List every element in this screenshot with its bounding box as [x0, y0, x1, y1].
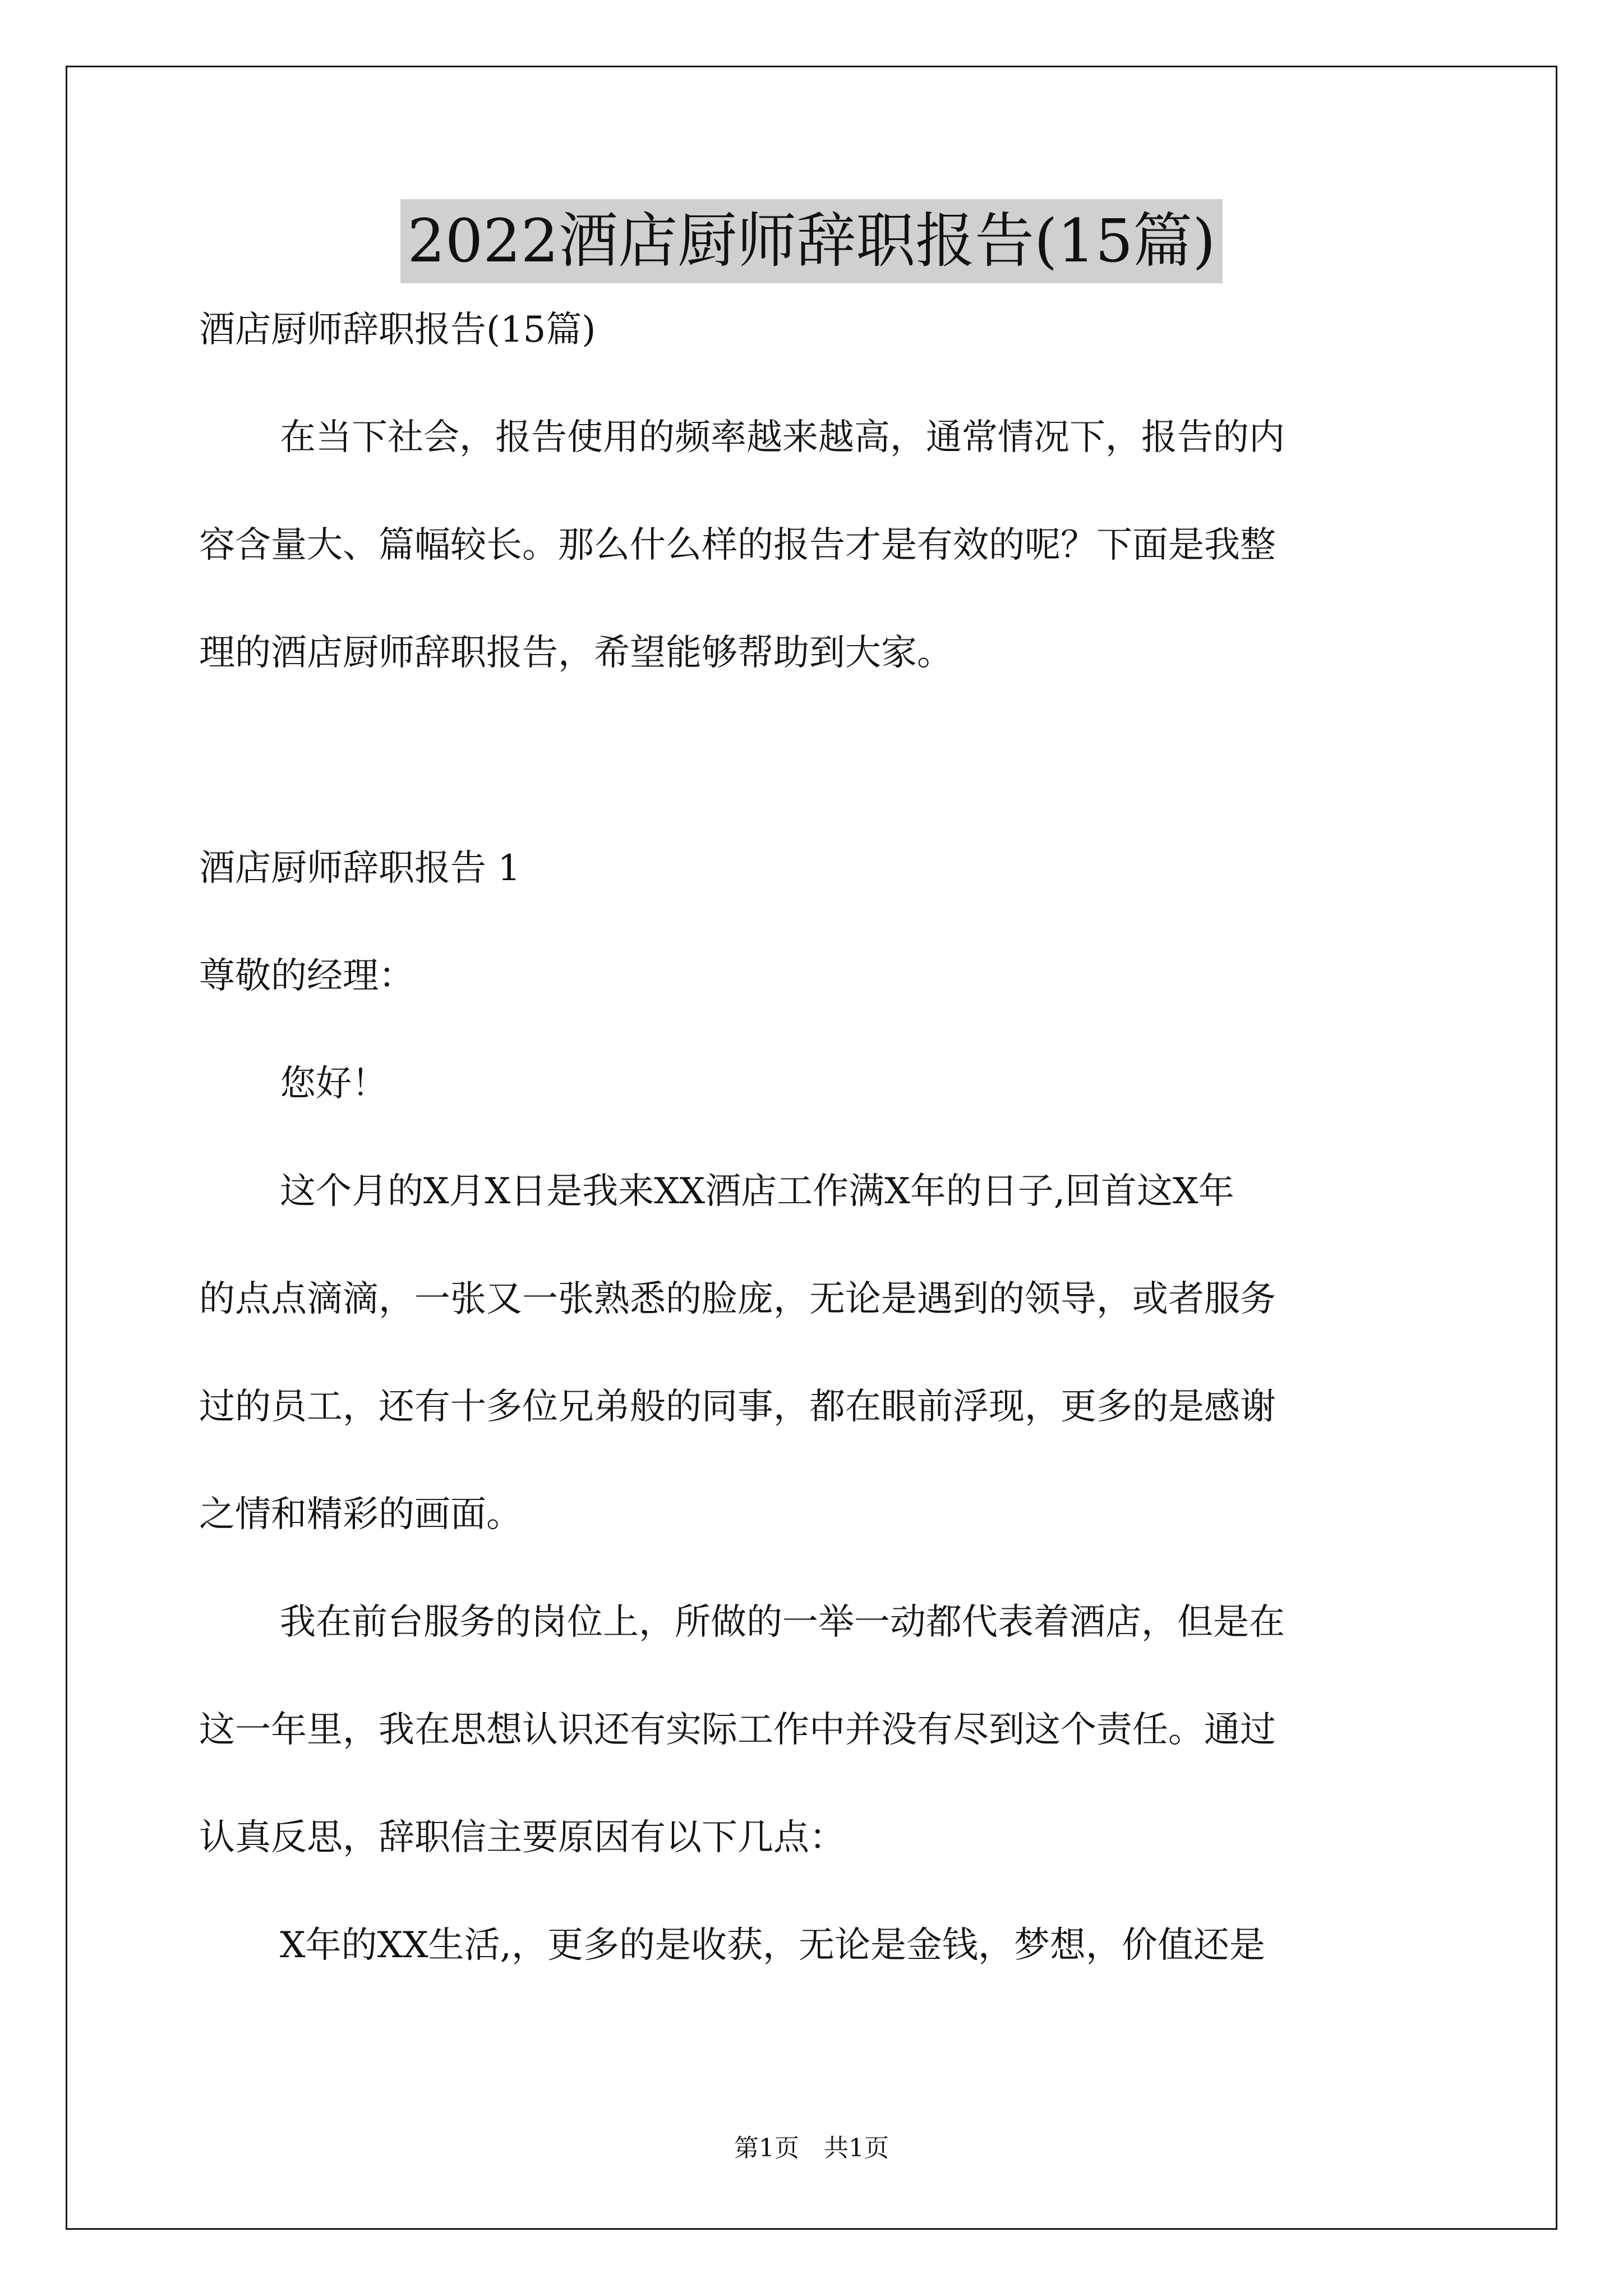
paragraph2-line-3: 认真反思，辞职信主要原因有以下几点：: [199, 1817, 845, 1858]
paragraph2-line-1: 我在前台服务的岗位上，所做的一举一动都代表着酒店，但是在: [280, 1602, 1285, 1643]
paragraph1-line-1: 这个月的X月X日是我来XX酒店工作满X年的日子,回首这X年: [280, 1171, 1234, 1212]
paragraph1-line-4: 之情和精彩的画面。: [199, 1494, 522, 1535]
title-container: [0, 199, 1623, 283]
document-body: [199, 303, 1433, 1972]
paragraph3-line-1: X年的XX生活,，更多的是收获，无论是金钱，梦想，价值还是: [280, 1925, 1266, 1966]
greeting: 您好！: [280, 1063, 388, 1105]
paragraph1-line-3: 过的员工，还有十多位兄弟般的同事，都在眼前浮现，更多的是感谢: [199, 1386, 1276, 1428]
paragraph2-line-2: 这一年里，我在思想认识还有实际工作中并没有尽到这个责任。通过: [199, 1709, 1276, 1751]
section-heading: 酒店厨师辞职报告 1: [199, 848, 521, 889]
intro-line-3: 理的酒店厨师辞职报告，希望能够帮助到大家。: [199, 632, 953, 674]
salutation: 尊敬的经理：: [199, 955, 414, 997]
document-subtitle: 酒店厨师辞职报告(15篇): [199, 309, 596, 351]
document-title: 2022酒店厨师辞职报告(15篇): [400, 199, 1222, 283]
paragraph1-line-2: 的点点滴滴，一张又一张熟悉的脸庞，无论是遇到的领导，或者服务: [199, 1278, 1276, 1320]
intro-line-1: 在当下社会，报告使用的频率越来越高，通常情况下，报告的内: [280, 417, 1285, 458]
page-footer: 第1页 共1页: [734, 2134, 889, 2162]
intro-line-2: 容含量大、篇幅较长。那么什么样的报告才是有效的呢？下面是我整: [199, 524, 1276, 566]
